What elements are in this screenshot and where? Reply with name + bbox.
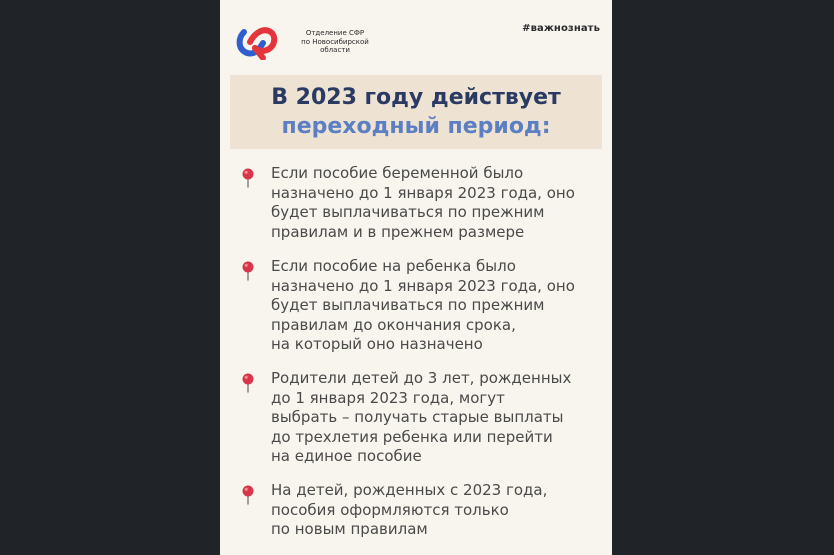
title-line-1: В 2023 году действует: [271, 85, 561, 110]
list-item-text: [271, 369, 606, 467]
list-item-text: [271, 481, 606, 540]
text-line: назначено до 1 января 2023 года, оно: [271, 183, 575, 202]
info-card: [220, 0, 612, 555]
text-line: правилам и в прежнем размере: [271, 222, 525, 241]
text-line: до трехлетия ребенка или перейти: [271, 427, 553, 446]
title-banner: [230, 75, 602, 149]
pushpin-icon: [240, 373, 256, 393]
text-line: выбрать – получать старые выплаты: [271, 408, 564, 426]
text-line: пособия оформляются только: [271, 500, 509, 519]
organization-name: [290, 29, 380, 55]
text-line: Если пособие беременной было: [271, 164, 524, 182]
org-line-3: области: [320, 46, 350, 54]
text-line: Если пособие на ребенка было: [271, 257, 516, 275]
pushpin-icon: [240, 168, 256, 188]
sfr-logo-icon: [236, 22, 278, 60]
text-line: назначено до 1 января 2023 года, оно: [271, 276, 575, 295]
text-line: на единое пособие: [271, 447, 422, 465]
text-line: правилам до окончания срока,: [271, 315, 516, 334]
org-line-1: Отделение СФР: [305, 29, 365, 37]
pushpin-icon: [240, 261, 256, 281]
text-line: по новым правилам: [271, 520, 428, 538]
text-line: Родители детей до 3 лет, рожденных: [271, 369, 572, 387]
text-line: будет выплачиваться по прежним: [271, 203, 545, 221]
list-item-text: [271, 164, 606, 242]
org-line-2: по Новосибирской: [301, 37, 369, 46]
text-line: до 1 января 2023 года, могут: [271, 388, 505, 407]
pushpin-icon: [240, 485, 256, 505]
text-line: будет выплачиваться по прежним: [271, 296, 545, 314]
title-line-2: переходный период:: [281, 114, 551, 139]
text-line: на который оно назначено: [271, 335, 483, 353]
text-line: На детей, рожденных с 2023 года,: [271, 481, 548, 499]
hashtag: #важнознать: [522, 23, 600, 34]
list-item-text: [271, 257, 606, 355]
